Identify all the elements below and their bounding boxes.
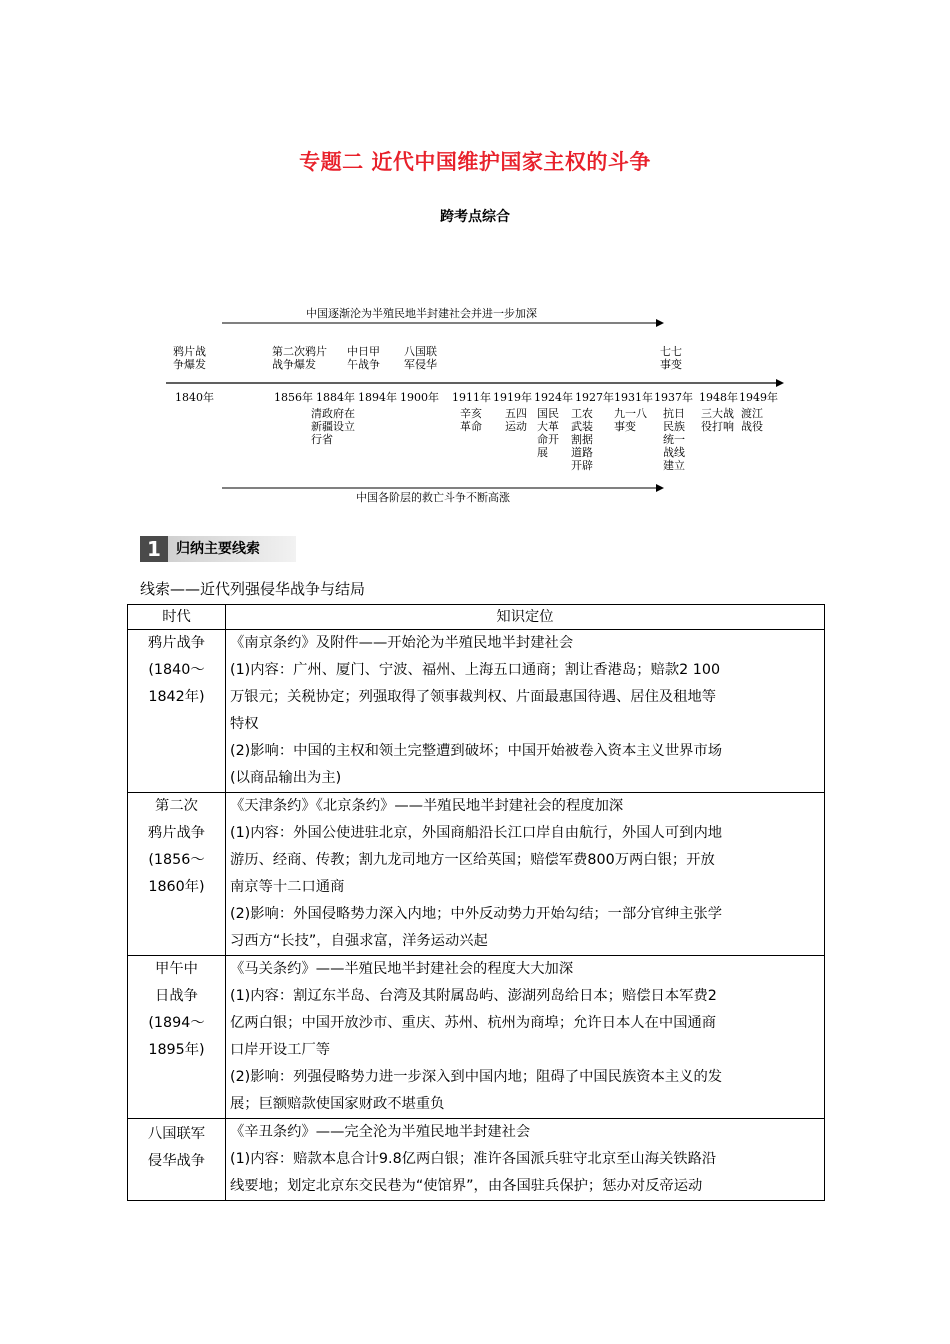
- table-header-row: [128, 605, 825, 630]
- year-label: 1894年: [358, 391, 397, 404]
- event-may-fourth: 五四 运动: [505, 407, 527, 433]
- bottom-arrow-label: 中国各阶层的救亡斗争不断高涨: [356, 491, 510, 504]
- knowledge-line: 特权: [230, 716, 259, 732]
- era-line: (1856～: [148, 852, 205, 868]
- year-label: 1948年: [699, 391, 738, 404]
- event-eight-nation: 八国联 军侵华: [404, 345, 437, 371]
- knowledge-line: (1)内容：外国公使进驻北京，外国商船沿长江口岸自由航行，外国人可到内地: [230, 825, 723, 841]
- knowledge-line: (1)内容：割辽东半岛、台湾及其附属岛屿、澎湖列岛给日本；赔偿日本军费2: [230, 988, 717, 1004]
- year-label: 1937年: [654, 391, 693, 404]
- clue-text: 线索——近代列强侵华战争与结局: [140, 580, 366, 598]
- year-label: 1856年: [274, 391, 313, 404]
- event-sino-japanese-war: 中日甲 午战争: [347, 345, 380, 371]
- era-cell: [128, 793, 226, 956]
- year-label: 1924年: [534, 391, 573, 404]
- event-second-opium-war: 第二次鸦片 战争爆发: [272, 345, 327, 371]
- section-number: 1: [140, 536, 168, 562]
- era-line: 鸦片战争: [147, 825, 206, 841]
- knowledge-line: 万银元；关税协定；列强取得了领事裁判权、片面最惠国待遇、居住及租地等: [230, 689, 717, 705]
- era-line: 侵华战争: [147, 1153, 206, 1169]
- year-label: 1927年: [575, 391, 614, 404]
- knowledge-line: 南京等十二口通商: [230, 879, 345, 895]
- knowledge-line: (1)内容：广州、厦门、宁波、福州、上海五口通商；割让香港岛；赔款2 100: [230, 662, 721, 678]
- year-label: 1931年: [614, 391, 653, 404]
- page-subtitle: 跨考点综合: [440, 209, 510, 225]
- timeline-diagram: [0, 0, 950, 520]
- top-arrow-label: 中国逐渐沦为半殖民地半封建社会并进一步加深: [306, 307, 537, 320]
- year-label: 1900年: [400, 391, 439, 404]
- era-line: 八国联军: [147, 1126, 206, 1142]
- knowledge-line: (1)内容：赔款本息合计9.8亿两白银；准许各国派兵驻守北京至山海关铁路沿: [230, 1151, 717, 1167]
- knowledge-line: 展；巨额赔款使国家财政不堪重负: [230, 1096, 445, 1112]
- event-yangtze-crossing: 渡江 战役: [741, 407, 763, 433]
- era-line: 1860年): [148, 879, 205, 895]
- treaty-title: 《马关条约》——半殖民地半封建社会的程度大大加深: [230, 961, 574, 977]
- era-line: 鸦片战争: [147, 635, 206, 651]
- year-label: 1949年: [739, 391, 778, 404]
- knowledge-cell: [226, 630, 825, 793]
- year-label: 1840年: [175, 391, 214, 404]
- knowledge-line: 亿两白银；中国开放沙市、重庆、苏州、杭州为商埠；允许日本人在中国通商: [230, 1015, 717, 1031]
- page-title: 专题二 近代中国维护国家主权的斗争: [299, 150, 651, 174]
- year-label: 1911年: [452, 391, 491, 404]
- event-opium-war: 鸦片战 争爆发: [173, 345, 206, 371]
- era-cell: [128, 1119, 226, 1201]
- era-line: 甲午中: [155, 961, 198, 977]
- year-label: 1919年: [493, 391, 532, 404]
- event-july-seventh: 七七 事变: [660, 345, 682, 371]
- era-cell: [128, 956, 226, 1119]
- knowledge-line: (2)影响：外国侵略势力深入内地；中外反动势力开始勾结；一部分官绅主张学: [230, 906, 723, 922]
- event-three-campaigns: 三大战 役打响: [701, 407, 734, 433]
- treaty-title: 《天津条约》《北京条约》——半殖民地半封建社会的程度加深: [230, 798, 624, 814]
- table-row: [128, 630, 825, 793]
- knowledge-table: [127, 604, 825, 1201]
- section-heading: [140, 536, 300, 562]
- header-knowledge: 知识定位: [226, 605, 825, 630]
- knowledge-line: (2)影响：中国的主权和领土完整遭到破坏；中国开始被卷入资本主义世界市场: [230, 743, 723, 759]
- table-row: [128, 793, 825, 956]
- year-label: 1884年: [316, 391, 355, 404]
- era-line: 日战争: [155, 988, 198, 1004]
- knowledge-line: (以商品输出为主): [230, 770, 342, 786]
- era-line: 1842年): [148, 689, 205, 705]
- event-armed-separatism: 工农武装割据道路开辟: [571, 407, 593, 472]
- treaty-title: 《南京条约》及附件——开始沦为半殖民地半封建社会: [230, 635, 574, 651]
- knowledge-line: 习西方“长技”，自强求富，洋务运动兴起: [230, 933, 488, 949]
- era-line: (1894～: [148, 1015, 205, 1031]
- knowledge-line: 游历、经商、传教；割九龙司地方一区给英国；赔偿军费800万两白银；开放: [230, 852, 715, 868]
- era-cell: [128, 630, 226, 793]
- event-xinjiang-province: 清政府在 新疆设立 行省: [311, 407, 355, 446]
- timeline-lines: [0, 0, 950, 520]
- era-line: (1840～: [148, 662, 205, 678]
- knowledge-cell: [226, 1119, 825, 1201]
- era-line: 第二次: [155, 798, 198, 814]
- event-xinhai-revolution: 辛亥 革命: [460, 407, 482, 433]
- event-sept-eighteenth: 九一八 事变: [614, 407, 647, 433]
- treaty-title: 《辛丑条约》——完全沦为半殖民地半封建社会: [230, 1124, 531, 1140]
- knowledge-cell: [226, 793, 825, 956]
- event-national-revolution: 国民大革命开展: [537, 407, 559, 459]
- knowledge-cell: [226, 956, 825, 1119]
- table-row: [128, 956, 825, 1119]
- header-era: 时代: [128, 605, 226, 630]
- knowledge-line: 口岸开设工厂等: [230, 1042, 331, 1058]
- table-row: [128, 1119, 825, 1201]
- knowledge-line: (2)影响：列强侵略势力进一步深入到中国内地；阻碍了中国民族资本主义的发: [230, 1069, 723, 1085]
- knowledge-line: 线要地；划定北京东交民巷为“使馆界”，由各国驻兵保护；惩办对反帝运动: [230, 1178, 703, 1194]
- section-label: 归纳主要线索: [168, 536, 296, 562]
- event-united-front: 抗日民族统一战线建立: [663, 407, 685, 472]
- era-line: 1895年): [148, 1042, 205, 1058]
